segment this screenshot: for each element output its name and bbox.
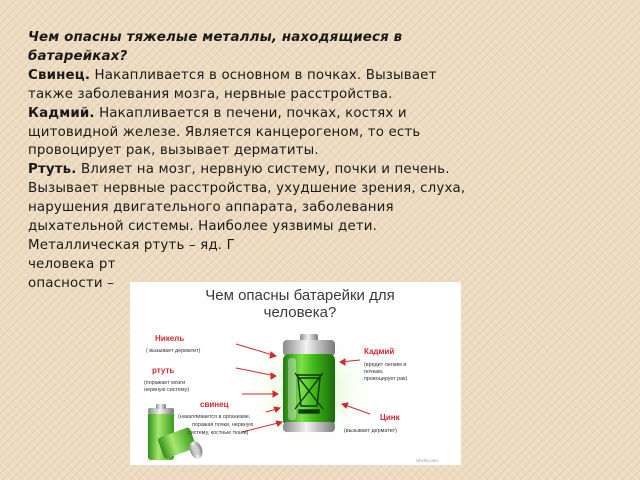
infographic-title-line-2: человека? [263,304,337,321]
cadmium-label-inf: Кадмий [364,347,395,356]
cadmium-text: Накапливается в печени, почках, костях и щитовидной железе. Является канцерогеном, то есть провоцирует рак, вызывает дерматиты. [28,105,421,159]
lead-label-inf: свинец [200,400,229,409]
mercury-sub-2: нервную систему) [144,387,190,393]
cadmium-sub-3: провоцирует рак) [364,376,408,382]
mercury-label-inf: ртуть [152,366,175,375]
paragraph-lead [28,67,478,105]
tail-line-2: опасности – [28,275,114,291]
infographic-svg [130,282,461,465]
battery-infographic [130,282,461,465]
cadmium-label: Кадмий. [28,105,95,121]
paragraph-mercury [28,161,478,256]
infographic-title-line-1: Чем опасны батарейки для [205,287,395,304]
tail-line-1: человека рт [28,256,116,272]
watermark: sibcity.com [416,458,438,463]
question-heading: Чем опасны тяжелые металлы, находящиеся в батарейках? [28,30,403,64]
mercury-text: Влияет на мозг, нервную систему, почки и печень. Вызывает нервные расстройства, ухудшение зрения, слуха, нарушения двигательного аппарата, заболевания дыхательной системы. Наиболее уязвимы дети. Металлическая ртуть – яд. Г [28,162,466,253]
mercury-label: Ртуть. [28,162,77,178]
zinc-label: Цинк [380,413,400,422]
cadmium-sub-2: почкам, [364,369,384,375]
lead-label: Свинец. [28,67,91,83]
zinc-sub: (вызывает дерматит) [344,428,397,434]
mercury-sub-1: (поражает мозги [144,380,186,386]
lead-sub-1: (накапливается в организме, [178,414,251,420]
nickel-label: Никель [155,334,185,343]
lead-sub-3: систему, костные ткани) [188,430,249,436]
nickel-sub: ( вызывает дерматит) [146,348,201,354]
cadmium-sub-1: (вредит легким и [364,362,407,368]
slide-text [28,29,478,294]
lead-text: Накапливается в основном в почках. Вызывает также заболевания мозга, нервные расстройства. [28,67,437,102]
lead-sub-2: поражая почки, нервную [192,422,254,428]
paragraph-cadmium [28,105,478,162]
battery-icon [283,334,335,432]
